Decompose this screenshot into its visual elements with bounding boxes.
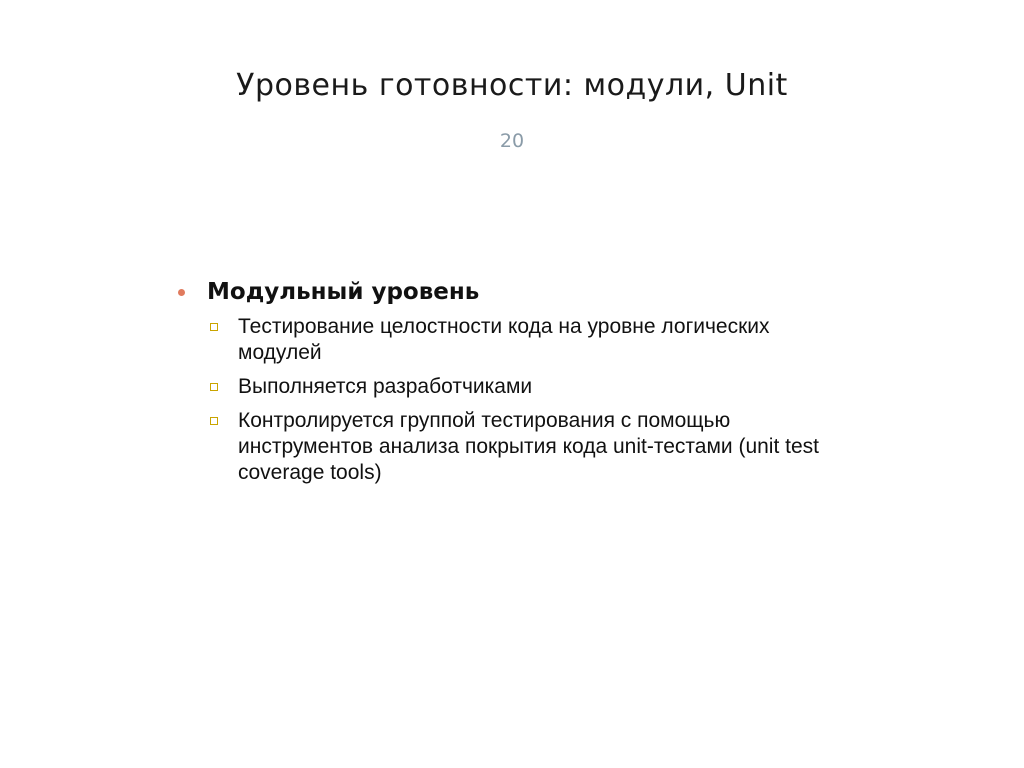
sub-bullet-text: Тестирование целостности кода на уровне логических модулей [238,315,770,364]
slide-content [172,277,872,494]
sub-bullet-text: Выполняется разработчиками [238,375,533,398]
sub-bullet-text: Контролируется группой тестирования с помощью инструментов анализа покрытия кода unit-тестами (unit test coverage tools) [238,409,819,484]
square-bullet-icon [210,383,218,391]
page-number: 20 [499,130,525,152]
bullet-heading: Модульный уровень [207,279,480,305]
sub-bullet-item [210,374,858,400]
slide-title: Уровень готовности: модули, Unit [236,68,788,103]
sub-bullet-item [210,408,858,486]
square-bullet-icon [210,323,218,331]
sub-bullet-item [210,314,858,366]
square-bullet-icon [210,417,218,425]
round-bullet-icon [178,289,185,296]
bullet-item-level1 [172,277,872,307]
sub-bullet-list [172,314,872,486]
